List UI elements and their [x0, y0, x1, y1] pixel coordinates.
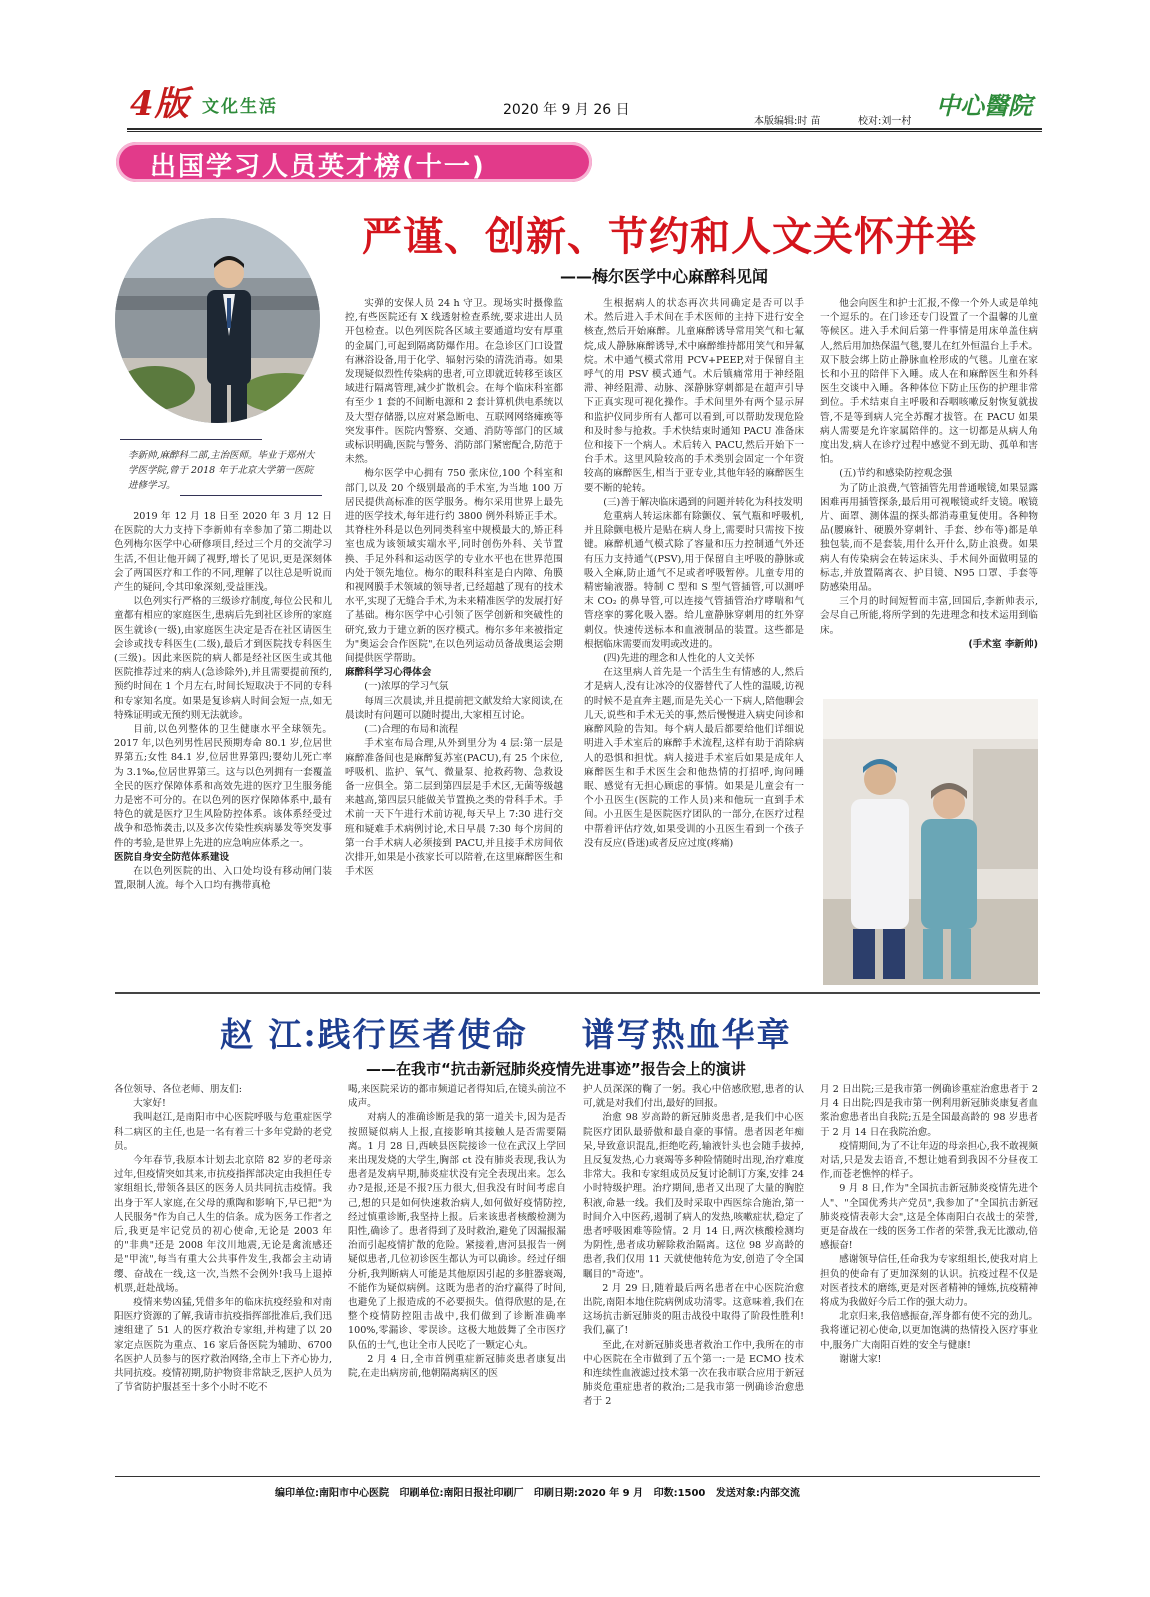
paragraph: 我叫赵江,是南阳市中心医院呼吸与危重症医学科二病区的主任,也是一名有着三十多年党龄的老党员。: [114, 1112, 332, 1152]
portrait-caption: 李新帅,麻醉科二部,主治医师。毕业于郑州大学医学院,曾于 2018 年于北京大学第一医院进修学习。: [128, 450, 315, 491]
page-number: 4版: [130, 84, 190, 124]
article1-signature: (手术室 李新帅): [968, 638, 1038, 650]
masthead-rule: [127, 128, 1042, 130]
subheading: (三)善于解决临床遇到的问题并转化为科技发明: [603, 496, 803, 508]
portrait-illustration: [115, 218, 320, 423]
paragraph: 喝,来医院采访的都市频道记者得知后,在镜头前泣不成声。: [348, 1084, 566, 1110]
salutation: 各位领导、各位老师、朋友们:: [114, 1084, 242, 1095]
subheading: (一)浓厚的学习气氛: [364, 681, 449, 693]
paragraph: 为了防止浪费,气管插管先用普通喉镜,如果显露困难再用插管探条,最后用可视喉镜或纤支镜。喉镜片、面罩、测体温的探头都消毒重复使用。各种物品(腰麻针、硬膜外穿刺针、手套、纱布等)都是单独包装,而不是套装,用什么开什么,防止浪费。如果病人有传染病会在转运床头、手术间外面做明显的标志,并放置隔离衣、护目镜、N95 口罩、手套等防感染用品。: [820, 482, 1038, 594]
article2-title: 赵 江:践行医者使命 谱写热血华章: [220, 1015, 792, 1054]
paragraph: 他会向医生和护士汇报,不像一个外人或是单纯一个逗乐的。在门诊还专门设置了一个温馨的儿童等候区。进入手术间后第一件事情是用床单盖住病人,然后用加热保温气毯,婴儿在红外恒温台上手术。双下肢会绑上防止静脉血栓形成的气毯。儿童在家长和小丑的陪伴下入睡。成人在和麻醉医生和外科医生交谈中入睡。各种体位下防止压伤的护理非常到位。手术结束自主呼吸和吞咽咳嗽反射恢复就拔管,不是等到病人完全苏醒才拔管。在 PACU 如果病人需要是允许家属陪伴的。这一切都是从病人角度出发,病人在诊疗过程中感觉不到无助、孤单和害怕。: [820, 298, 1038, 466]
paragraph: 在以色列医院的出、入口处均设有移动闸门装置,限制人流。每个入口均有携带真枪: [114, 866, 332, 892]
article2-column-2: [348, 1083, 566, 1471]
paragraph: 生根据病人的状态再次共同确定是否可以手术。然后进入手术间在手术医师的主持下进行安全核查,然后开始麻醉。儿童麻醉诱导常用笑气和七氟烷,成人静脉麻醉诱导,术中麻醉维持都用笑气和异氟烷。术中通气模式常用 PCV+PEEP,对于保留自主呼气的用 PSV 模式通气。术后镇痛常用于神经阻滞、神经阻滞、动脉、深静脉穿刺都是在超声引导下正真实现可视化操作。手术间里外有两个显示屏和监护仪同步所有人都可以看到,可以帮助发现危险和及时参与抢救。手术快结束时通知 PACU 准备床位和接下一个病人。术后转入 PACU,然后开始下一台手术。这里风险较高的手术类别会固定一个年资较高的麻醉医生,相当于亚专业,其他年轻的麻醉医生要不断的轮转。: [584, 298, 804, 494]
article2-column-3: [583, 1083, 804, 1471]
paragraph: 以色列实行严格的三级诊疗制度,每位公民和儿童都有相应的家庭医生,患病后先到社区诊所的家庭医生就诊(一级),由家庭医生决定是否在社区请医生会诊或找专科医生(二级),最后才到医院找专科医生(三级)。因此来医院的病人都是经社区医生或其他医院推荐过来的病人(急诊除外),并且需要提前预约,预约时间在 1 个月左右,时间长短取决于不同的专科和专家知名度。如果是复诊病人时间会短一点,如无特殊证明或无预约则无法就诊。: [114, 596, 332, 721]
paragraph: 谢谢大家!: [839, 1353, 882, 1365]
article2-column-1: [114, 1083, 332, 1471]
masthead-rule-thin: [127, 131, 1042, 132]
subheading: (四)先进的理念和人性化的人文关怀: [603, 653, 755, 665]
proofreader: 校对:刘一村: [858, 116, 912, 127]
paragraph: 至此,在对新冠肺炎患者救治工作中,我所在的市中心医院在全市做到了五个第一:一是 ECMO 技术和连续性血液滤过技术第一次在我市联合应用于新冠肺炎危重症患者的救治;二是我市第一例确诊治愈患者于 2: [583, 1339, 804, 1408]
colophon: 编印单位:南阳市中心医院 印刷单位:南阳日报社印刷厂 印刷日期:2020 年 9 月 印数:1500 发送对象:内部交流: [275, 1488, 800, 1499]
section-name: 文化生活: [202, 97, 278, 117]
paragraph: 9 月 8 日,作为"全国抗击新冠肺炎疫情先进个人"、"全国优秀共产党员",我参加了"全国抗击新冠肺炎疫情表彰大会",这是全体南阳白衣战士的荣誉,更是奋战在一线的医务工作者的荣誉,我无比激动,倍感振奋!: [820, 1183, 1038, 1252]
portrait-photo: [115, 218, 320, 423]
paragraph: 梅尔医学中心拥有 750 张床位,100 个科室和部门,以及 20 个级别最高的手术室,为当地 100 万居民提供高标准的医学服务。梅尔采用世界上最先进的医学技术,每年进行约 3800 例外科矫正手术。其脊柱外科是以色列同类科室中规模最大的,矫正科室也成为该领域实端水平,同时创伤外科、关节置换、手足外科和运动医学的专业水平也在世界范围内处于领先地位。梅尔的眼科科室是白内障、角膜和视网膜手术领域的领导者,已经超越了现有的技术水平,实现了无缝合手术,为未来精准医学的发展打好了基础。梅尔医学中心引领了医学创新和突破性的研究,致力于建立新的医疗模式。梅尔多年来被指定为"奥运会合作医院",在以色列运动员备战奥运会期间提供医学帮助。: [345, 468, 563, 665]
paragraph: 月 2 日出院;三是我市第一例确诊重症治愈患者于 2 月 4 日出院;四是我市第一例利用新冠肺炎康复者血浆治愈患者出自我院;五是全国最高龄的 98 岁患者于 2 月 14 日在我院治愈。: [820, 1084, 1038, 1138]
section-heading: 麻醉科学习心得体会: [345, 667, 432, 679]
section-heading: 医院自身安全防范体系建设: [114, 851, 230, 863]
hospital-logo: 中心醫院: [936, 91, 1032, 120]
paragraph: 感谢领导信任,任命我为专家组组长,使我对肩上担负的使命有了更加深刻的认识。抗疫过程不仅是对医者技术的磨练,更是对医者精神的锤炼,抗疫精神将成为我做好今后工作的强大动力。: [820, 1254, 1038, 1309]
series-banner-text: 出国学习人员英才榜(十一): [150, 152, 486, 182]
article1-column-4: [820, 297, 1038, 689]
paragraph: 2 月 4 日,全市首例重症新冠肺炎患者康复出院,在走出病房前,他朝隔离病区的医: [348, 1353, 566, 1380]
paragraph: 北京归来,我倍感振奋,浑身都有使不完的劲儿。我将谨记初心使命,以更加饱满的热情投入医疗事业中,服务广大南阳百姓的安全与健康!: [820, 1311, 1038, 1351]
footer-rule: [115, 1476, 1040, 1477]
paragraph: 三个月的时间短暂而丰富,回国后,李新帅表示,会尽自己所能,将所学到的先进理念和技术运用到临床。: [820, 596, 1038, 636]
article1-column-3: [584, 297, 804, 988]
paragraph: 2 月 29 日,随着最后两名患者在中心医院治愈出院,南阳本地住院病例成功清零。这意味着,我们在这场抗击新冠肺炎的阻击战役中取得了阶段性胜利!我们,赢了!: [583, 1282, 804, 1337]
doctors-illustration: [823, 699, 1038, 985]
paragraph: 在这里病人首先是一个活生生有情感的人,然后才是病人,没有让冰冷的仪器替代了人性的温暖,访视的时候不是直奔主题,而是先关心一下病人,陪他聊会儿天,说些和手术无关的事,然后慢慢进入病史问诊和麻醉风险的告知。每个病人最后都要给他们详细说明进入手术室后的麻醉手术流程,这样有助于消除病人的恐惧和担忧。病人接进手术室后如果是成年人麻醉医生和手术医生会和他热情的打招呼,询问睡眠、感觉有无担心顾虑的事情。如果是儿童会有一个小丑医生(医院的工作人员)来和他玩一直到手术间。小丑医生是医院医疗团队的一部分,在医疗过程中帮着评估疗效,如果受训的小丑医生看到一个孩子没有反应(昏迷)或者反应过度(疼痛): [584, 667, 804, 849]
paragraph: 危重病人转运床都有除颤仪、氧气瓶和呼吸机,并且除颤电极片是贴在病人身上,需要时只需按下按键。麻醉机通气模式除了容量和压力控制通气外还有压力支持通气(PSV),用于保留自主呼吸的静脉或吸入全麻,防止通气不足或者呼吸暂停。儿童专用的精密输液器。特制 C 型和 S 型气管插管,可以測呼末 CO₂ 的鼻导管,可以连接气管插管治疗哮喘和气管痉挛的雾化吸入器。给儿童静脉穿刺用的红外穿刺仪。快速传送标本和血液制品的装置。这些都是根据临床需要而发明或改进的。: [584, 511, 804, 650]
paragraph: 每周三次晨读,并且提前把文献发给大家阅读,在晨读时有问题可以随时提出,大家相互讨论。: [345, 695, 563, 721]
paragraph: 实弹的安保人员 24 h 守卫。现场实时摄像监控,有些医院还有 X 线透射检查系统,要求进出人员开包检查。以色列医院各区域主要通道均安有厚重的金属门,可起到隔离防爆作用。在急诊区门口设置有淋浴设备,用于化学、辐射污染的清洗消毒。如果发现疑似烈性传染病的患者,可立即就近转移至该区域进行隔离管理,减少扩散机会。在每个临床科室都有至少 1 套的不间断电源和 2 套计算机供电系统以及大型存储器,以应对紧急断电、互联网网络瘫痪等突发事件。医院内警察、交通、消防等部门的区域或标识明确,医院与警务、消防部门紧密配合,防范于未然。: [345, 298, 563, 466]
subheading: (二)合理的布局和流程: [364, 724, 459, 736]
paragraph: 疫情来势凶猛,凭借多年的临床抗疫经验和对南阳医疗资源的了解,我请市抗疫指挥部批准后,我们迅速组建了 51 人的医疗救治专家组,并构建了以 20 家定点医院为重点、16 家后备医院为辅助、6700 名医护人员参与的医疗救治网络,全市上下齐心协力,共同抗疫。疫情初期,防护物资非常缺乏,医护人员为了节省防护服甚至十多个小时不吃不: [114, 1297, 332, 1394]
paragraph: 大家好!: [133, 1098, 166, 1110]
subheading: (五)节约和感染防控观念强: [839, 468, 953, 480]
article2-subtitle: ——在我市“抗击新冠肺炎疫情先进事迹”报告会上的演讲: [366, 1060, 746, 1078]
page-editor: 本版编辑:时 苗: [754, 116, 821, 127]
issue-date: 2020 年 9 月 26 日: [503, 102, 630, 118]
caption-rule-top: [120, 439, 262, 440]
caption-rule-bottom: [180, 495, 322, 496]
paragraph: 今年春节,我原本计划去北京陪 82 岁的老母亲过年,但疫情突如其来,市抗疫指挥部决定由我担任专家组组长,带领各县区的医务人员共同抗击疫情。我出身于军人家庭,在父母的熏陶和影响下,早已把"为人民服务"作为自己人生的信条。成为医务工作者之后,我更是牢记党员的初心使命,无论是 2003 年的"非典"还是 2008 年汶川地震,无论是禽流感还是"甲流",每当有重大公共事件发生,我都会主动请缨、奋战在一线,这一次,当然不会例外!我马上退掉机票,赶赴战场。: [114, 1155, 332, 1294]
paragraph: 2019 年 12 月 18 日至 2020 年 3 月 12 日在医院的大力支持下李新帅有幸参加了第二期赴以色列梅尔医学中心研修项目,经过三个月的交流学习生活,不但让他开阔了视野,增长了见识,更是深刻体会了两国医疗和工作的不同,理解了以往总是听说而产生的疑问,令其印象深刻,受益匪浅。: [114, 511, 332, 594]
article1-column-2: [345, 297, 563, 988]
article-divider: [115, 992, 1040, 994]
doctors-photo: [823, 699, 1038, 985]
article2-column-4: [820, 1083, 1038, 1471]
article1-column-1: [114, 510, 332, 988]
paragraph: 对病人的准确诊断是我的第一道关卡,因为是否按照疑似病人上报,直接影响其接触人是否需要隔离。1 月 28 日,西峡县医院接诊一位在武汉上学回来出现发烧的大学生,胸部 ct 没有肺炎表现,我认为患者是发病早期,肺炎症状没有完全表现出来。怎么办?是报,还是不报?压力很大,但我没有时间考虑自己,想的只是如何快速救治病人,如何做好疫情防控,经过慎重诊断,我坚持上报。后来该患者核酸检测为阳性,确诊了。患者得到了及时救治,避免了因漏报漏治而引起疫情扩散的危险。紧接着,唐河县报告一例疑似患者,几位初诊医生都认为可以确诊。经过仔细分析,我判断病人可能是其他原因引起的多脏器衰竭,不能作为疑似病例。这既为患者的治疗赢得了时间,也避免了上报造成的不必要损失。值得欣慰的是,在整个疫情防控阻击战中,我们做到了诊断准确率 100%,零漏诊、零误诊。这极大地鼓舞了全市医疗队伍的士气,也让全市人民吃了一颗定心丸。: [348, 1112, 566, 1351]
paragraph: 疫情期间,为了不让年迈的母亲担心,我不敢视频对话,只是发去语音,不想让她看到我因不分昼夜工作,而苍老憔悴的样子。: [820, 1140, 1038, 1181]
article1-subtitle: ——梅尔医学中心麻醉科见闻: [560, 267, 769, 286]
paragraph: 治愈 98 岁高龄的新冠肺炎患者,是我们中心医院医疗团队最骄傲和最自豪的事情。患者因老年痴呆,导致意识混乱,拒绝吃药,输液针头也会随手拔掉,且反复发热,心力衰竭等多种险情随时出现,治疗难度非常大。我和专家组成员反复讨论制订方案,安排 24 小时特级护理。治疗期间,患者又出现了大量的胸腔积液,命悬一线。我们及时采取中西医综合施治,第一时间介入中医药,遏制了病人的发热,咳嗽症状,稳定了患者呼吸困难等险情。2 月 14 日,两次核酸检测均为阴性,患者成功解除救治隔离。这位 98 岁高龄的患者,我们仅用 11 天就使他转危为安,创造了令全国瞩目的"奇迹"。: [583, 1112, 804, 1280]
article1-signature-line: [820, 638, 1038, 652]
paragraph: 目前,以色列整体的卫生健康水平全球领先。2017 年,以色列男性居民预期寿命 80.1 岁,位居世界第五;女性 84.1 岁,位居世界第四;婴幼儿死亡率为 3.1‰,位居世界第三。这与以色列拥有一套覆盖全民的医疗保障体系和高效先进的医疗卫生服务能力是密不可分的。在以色列的医疗保障体系中,最有特色的就是医疗卫生风险防控体系。该体系经受过战争和恐怖袭击,以及多次传染性疾病暴发等突发事件的考验,是世界上先进的应急响应体系之一。: [114, 724, 332, 849]
paragraph: 护人员深深的鞠了一躬。我心中倍感欣慰,患者的认可,就是对我们付出,最好的回报。: [583, 1084, 804, 1110]
paragraph: 手术室布局合理,从外到里分为 4 层:第一层是麻醉准备间也是麻醉复苏室(PACU),有 25 个床位,呼吸机、监护、氧气、微量泵、抢救药物、急救设备一应俱全。第二层到第四层是手术区,无菌等级越来越高,第四层只能做关节置换之类的骨科手术。手术前一天下午进行术前访视,每天早上 7:30 进行交班和疑难手术病例讨论,术日早晨 7:30 每个房间的第一台手术病人必须接到 PACU,并且接手术房间依次排开,如果是小孩家长可以陪着,在这里麻醉医生和手术医: [345, 738, 563, 878]
article1-title: 严谨、创新、节约和人文关怀并举: [362, 213, 977, 260]
